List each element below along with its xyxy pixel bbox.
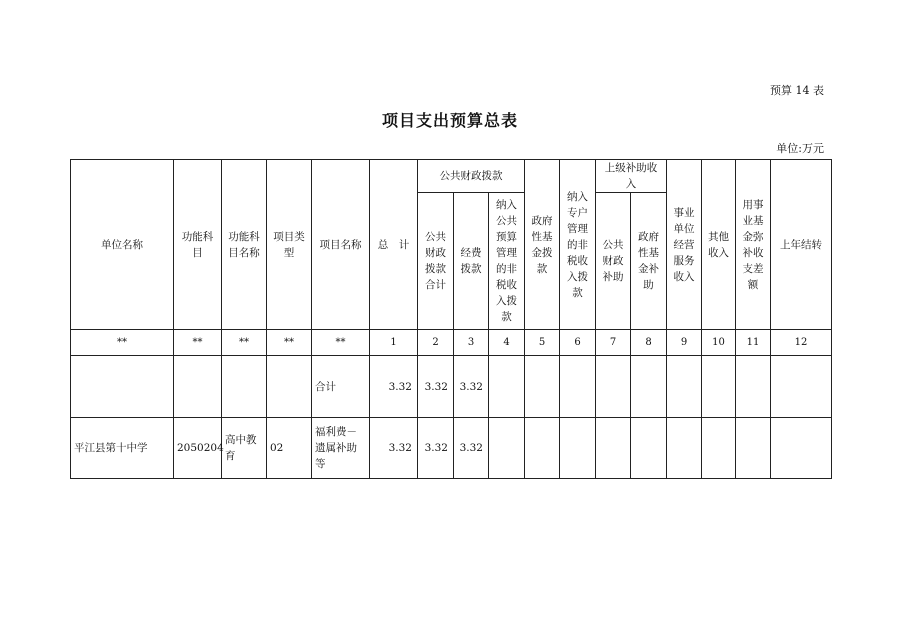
unit-label: 单位:万元 [776,142,824,155]
col-func-name: 功能科 目名称 [222,160,267,330]
col-proj-type: 项目类 型 [267,160,312,330]
page-title: 项目支出预算总表 [381,111,518,130]
cell-special-nontax [560,418,596,479]
cell-public-total: 3.32 [418,356,454,418]
cell-fund-offset [736,418,771,479]
cell-other-income [702,356,736,418]
cell-total: 3.32 [370,356,418,418]
table-number: 预算 14 表 [770,84,824,97]
col-public-nontax: 纳入 公共 预算 管理 的非 税收 入拨 款 [489,193,525,330]
col-public-funds: 经费 拨款 [454,193,489,330]
col-special-nontax: 纳入 专户 管理 的非 税收 入拨 款 [560,160,596,330]
col-other-income: 其他 收入 [702,160,736,330]
col-gov-fund: 政府 性基 金拨 款 [525,160,560,330]
index-cell: 12 [771,330,832,356]
cell-public-total: 3.32 [418,418,454,479]
index-cell: 1 [370,330,418,356]
col-func-code: 功能科 目 [174,160,222,330]
col-upper-public: 公共 财政 补助 [596,193,631,330]
cell-upper-public [596,356,631,418]
cell-func-name: 高中教 育 [222,418,267,479]
cell-upper-gov [631,418,667,479]
cell-carryover [771,418,832,479]
cell-public-funds: 3.32 [454,356,489,418]
index-cell: 10 [702,330,736,356]
table-row [71,418,832,479]
cell-biz-income [667,418,702,479]
index-cell: ** [312,330,370,356]
cell-fund-offset [736,356,771,418]
cell-special-nontax [560,356,596,418]
index-cell: 5 [525,330,560,356]
index-cell: 2 [418,330,454,356]
index-cell: ** [267,330,312,356]
cell-proj-name: 合计 [312,356,370,418]
index-cell: 3 [454,330,489,356]
cell-gov-fund [525,418,560,479]
budget-table [70,159,832,479]
cell-biz-income [667,356,702,418]
cell-func-name [222,356,267,418]
cell-proj-type: 02 [267,418,312,479]
cell-public-nontax [489,418,525,479]
cell-upper-gov [631,356,667,418]
col-group-public: 公共财政拨款 [418,160,525,193]
col-carryover: 上年结转 [771,160,832,330]
cell-proj-type [267,356,312,418]
col-public-total: 公共 财政 拨款 合计 [418,193,454,330]
cell-upper-public [596,418,631,479]
cell-func-code: 2050204 [174,418,222,479]
table-row-total [71,356,832,418]
index-cell: ** [174,330,222,356]
header-row-1 [71,160,832,193]
cell-unit-name: 平江县第十中学 [71,418,174,479]
col-total: 总 计 [370,160,418,330]
col-biz-income: 事业 单位 经营 服务 收入 [667,160,702,330]
col-upper-gov: 政府 性基 金补 助 [631,193,667,330]
index-cell: 4 [489,330,525,356]
col-fund-offset: 用事 业基 金弥 补收 支差 额 [736,160,771,330]
cell-other-income [702,418,736,479]
col-group-upper: 上级补助收 入 [596,160,667,193]
index-row [71,330,832,356]
col-unit-name: 单位名称 [71,160,174,330]
index-cell: 8 [631,330,667,356]
index-cell: 6 [560,330,596,356]
cell-unit-name [71,356,174,418]
col-proj-name: 项目名称 [312,160,370,330]
index-cell: 9 [667,330,702,356]
cell-gov-fund [525,356,560,418]
cell-public-nontax [489,356,525,418]
index-cell: ** [222,330,267,356]
cell-carryover [771,356,832,418]
cell-public-funds: 3.32 [454,418,489,479]
index-cell: 11 [736,330,771,356]
cell-total: 3.32 [370,418,418,479]
cell-proj-name: 福利费－ 遗属补助 等 [312,418,370,479]
index-cell: ** [71,330,174,356]
index-cell: 7 [596,330,631,356]
cell-func-code [174,356,222,418]
